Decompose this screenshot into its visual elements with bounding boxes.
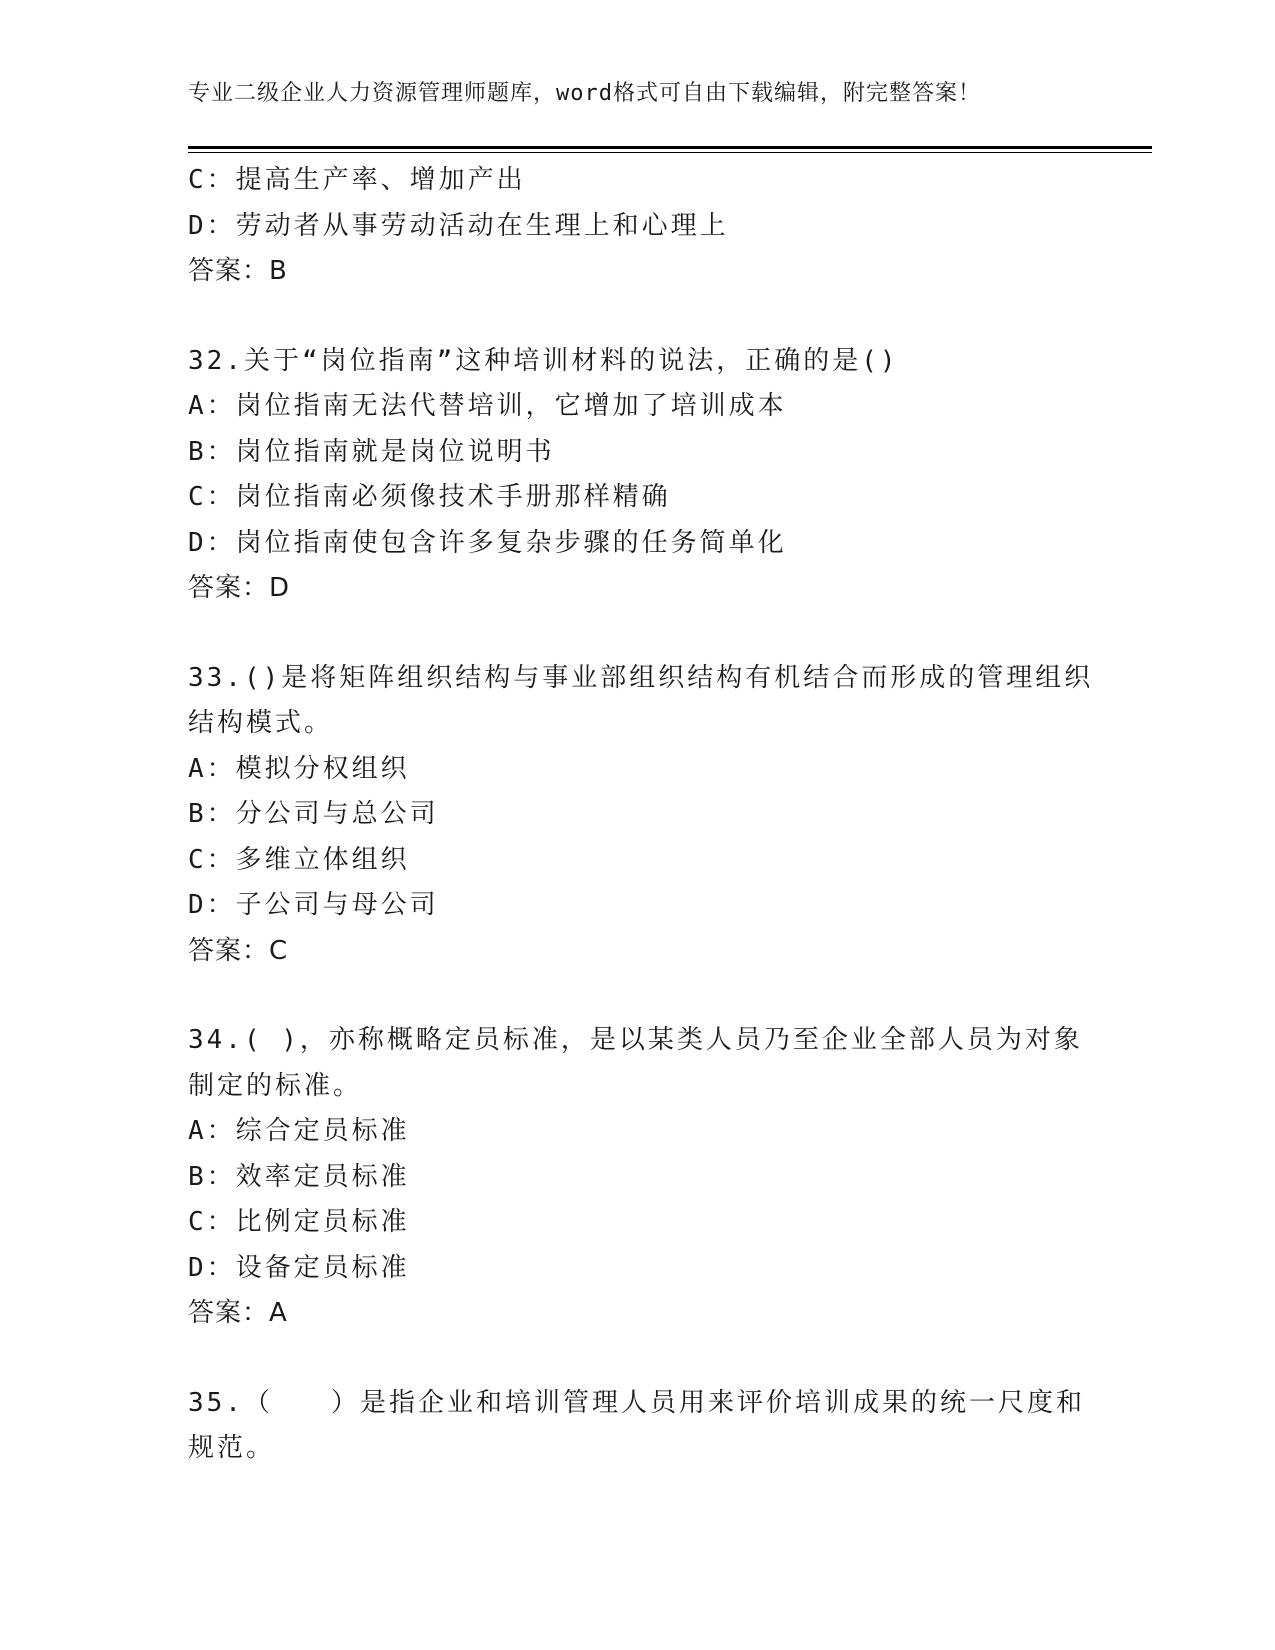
question-stem-line-1: 33.()是将矩阵组织结构与事业部组织结构有机结合而形成的管理组织 (188, 662, 1094, 693)
question-35 (188, 1381, 1085, 1472)
question-stem: 32.关于“岗位指南”这种培训材料的说法，正确的是() (188, 345, 899, 376)
option-d: D：子公司与母公司 (188, 890, 439, 920)
question-32 (188, 339, 1068, 612)
question-stem-line-2: 制定的标准。 (188, 1070, 363, 1101)
option-d: D：设备定员标准 (188, 1252, 410, 1283)
question-stem-line-1: 35.（ ）是指企业和培训管理人员用来评价培训成果的统一尺度和 (188, 1387, 1085, 1418)
answer: 答案：C (188, 935, 289, 966)
question-33 (188, 656, 1094, 975)
page-header: 专业二级企业人力资源管理师题库，word格式可自由下载编辑，附完整答案！ (188, 81, 981, 106)
option-d: D：岗位指南使包含许多复杂步骤的任务简单化 (188, 527, 787, 558)
option-d: D：劳动者从事劳动活动在生理上和心理上 (188, 210, 729, 241)
option-a: A：模拟分权组织 (188, 753, 410, 784)
header-rule-thick (188, 146, 1152, 149)
question-31 (188, 158, 1068, 295)
option-b: B：分公司与总公司 (188, 799, 439, 829)
option-b: B：效率定员标准 (188, 1161, 410, 1192)
option-a: A：综合定员标准 (188, 1116, 410, 1146)
question-list (188, 158, 1094, 1472)
question-stem-line-1: 34.( )，亦称概略定员标准，是以某类人员乃至企业全部人员为对象 (188, 1025, 1083, 1055)
answer: 答案：B (188, 256, 288, 286)
option-b: B：岗位指南就是岗位说明书 (188, 436, 555, 467)
question-stem-line-2: 规范。 (188, 1433, 276, 1463)
option-c: C：多维立体组织 (188, 844, 410, 875)
answer: 答案：A (188, 1298, 288, 1328)
question-34 (188, 1018, 1083, 1337)
option-a: A：岗位指南无法代替培训，它增加了培训成本 (188, 391, 787, 421)
option-c: C：比例定员标准 (188, 1207, 410, 1237)
question-stem-line-2: 结构模式。 (188, 708, 334, 738)
option-c: C：提高生产率、增加产出 (188, 165, 526, 195)
header-rule-thin (188, 152, 1152, 153)
answer: 答案：D (188, 573, 291, 603)
option-c: C：岗位指南必须像技术手册那样精确 (188, 482, 671, 512)
